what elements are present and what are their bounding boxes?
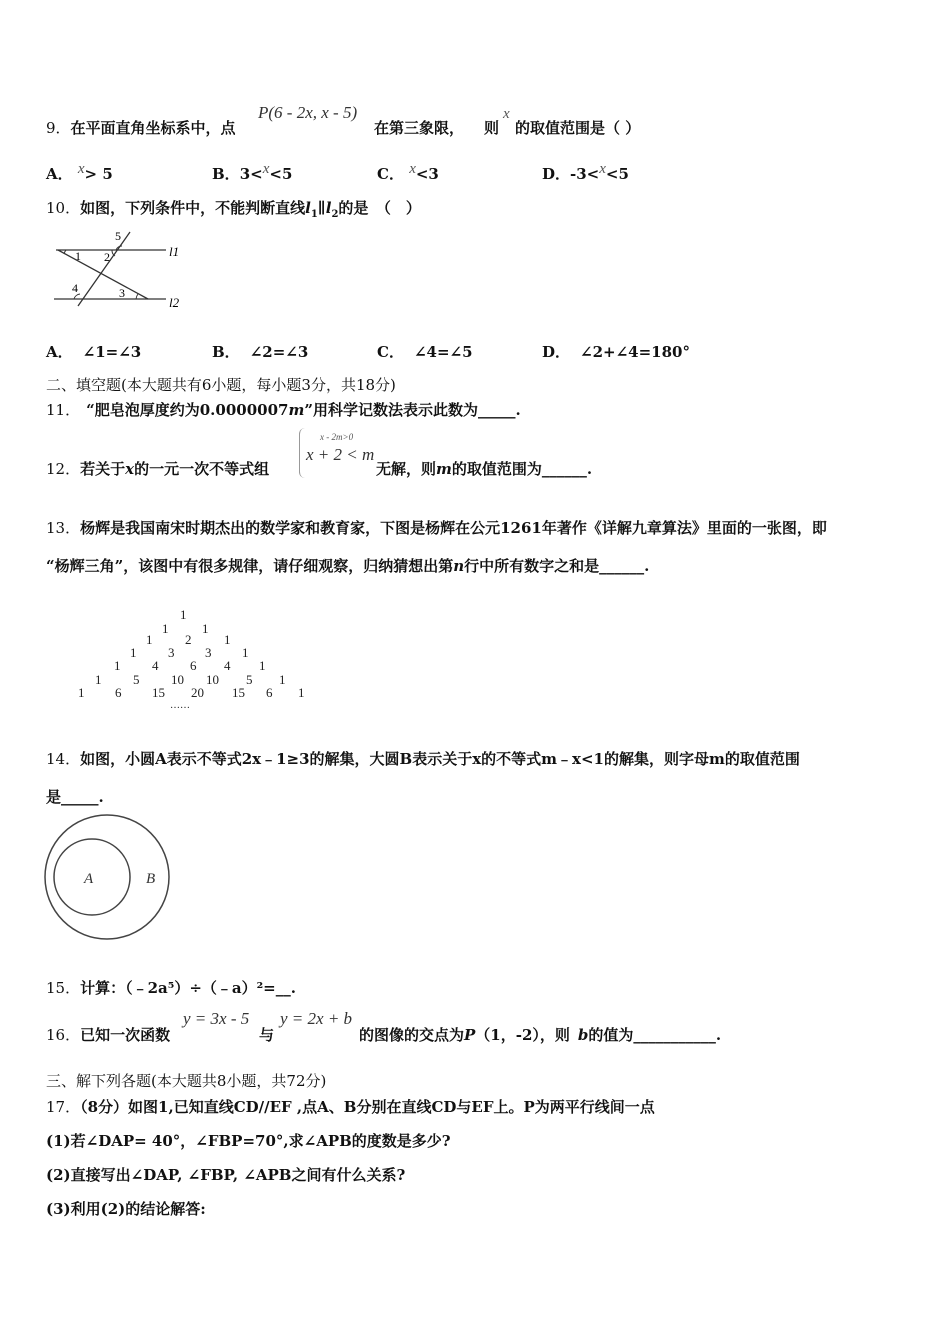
triangle-cell: 1 [146,632,153,647]
q10-figure [48,226,188,316]
triangle-cell: 1 [202,621,209,636]
q14-line1: 14．如图，小圆A表示不等式2x﹣1≥3的解集，大圆B表示关于x的不等式m﹣x<1的解集，则字母m的取值范围 [46,750,800,768]
triangle-cell: 6 [190,658,197,673]
q9-mid: 在第三象限， [374,119,465,137]
triangle-cell: 6 [115,685,122,700]
q12-inequality-1: x - 2m>0 [320,432,354,442]
q9-option-c[interactable]: C． x<3 [377,161,439,183]
triangle-cell: 1 [279,672,286,687]
q12-brace [299,428,306,478]
triangle-cell: 3 [168,645,175,660]
triangle-cell: 3 [205,645,212,660]
triangle-cell: 1 [114,658,121,673]
triangle-cell: 15 [232,685,245,700]
q14-circles-figure [40,812,176,944]
triangle-ellipsis: …… [170,700,190,711]
q16-stem: 16．已知一次函数 [46,1026,171,1044]
triangle-cell: 2 [185,632,192,647]
angle-label-2: 2 [104,250,110,264]
triangle-cell: 20 [191,685,204,700]
q16-function-2: y = 2x + b [280,1009,353,1028]
triangle-cell: 1 [162,621,169,636]
q17-line1: 17．（8分）如图1,已知直线CD//EF ,点A、B分别在直线CD与EF上。P为两平行线间一点 [46,1098,655,1116]
q9-then: 则 [484,119,500,137]
q9-var: x [503,106,510,122]
triangle-cell: 4 [152,658,159,673]
triangle-cell: 1 [242,645,249,660]
q16-function-1: y = 3x - 5 [183,1009,250,1028]
section-3-heading: 三、解下列各题(本大题共8小题，共72分) [46,1072,327,1090]
triangle-cell: 6 [266,685,273,700]
triangle-cell: 1 [180,607,187,622]
triangle-cell: 5 [246,672,253,687]
q11: 11． “肥皂泡厚度约为0.0000007m”用科学记数法表示此数为_____. [46,401,521,419]
q9-option-a[interactable]: A． x> 5 [46,161,113,183]
q9-point-formula: P(6 - 2x, x - 5) [258,103,358,122]
q14-line2: 是_____. [46,788,104,806]
triangle-cell: 5 [133,672,140,687]
line-label-l2: l2 [169,295,180,310]
triangle-cell: 10 [206,672,219,687]
q9-option-b[interactable]: B．3<x<5 [212,161,293,183]
q10-option-b[interactable]: B． ∠2=∠3 [212,343,309,361]
triangle-cell: 15 [152,685,165,700]
triangle-cell: 1 [259,658,266,673]
line-label-l1: l1 [169,244,180,259]
q12-inequality-2: x + 2 < m [306,445,375,464]
q10-option-c[interactable]: C． ∠4=∠5 [377,343,473,361]
q15: 15．计算：（﹣2a⁵）÷（﹣a）²=__. [46,979,296,997]
q9-stem: 9．在平面直角坐标系中，点 [46,119,236,137]
triangle-cell: 4 [224,658,231,673]
triangle-cell: 10 [171,672,184,687]
q10-option-d[interactable]: D． ∠2+∠4=180° [542,343,690,361]
angle-label-1: 1 [75,249,81,263]
q17-part3: (3)利用(2)的结论解答: [46,1200,206,1218]
q17-part2: (2)直接写出∠DAP, ∠FBP, ∠APB之间有什么关系? [46,1166,406,1184]
triangle-cell: 1 [95,672,102,687]
q17-part1: (1)若∠DAP= 40°，∠FBP=70°,求∠APB的度数是多少? [46,1132,451,1150]
angle-label-3: 3 [119,286,125,300]
q16-and: 与 [259,1026,275,1044]
q9-option-d[interactable]: D．-3<x<5 [542,161,629,183]
circle-b-label: B [146,871,156,887]
angle-label-5: 5 [115,229,121,243]
q13-line2: “杨辉三角”，该图中有很多规律，请仔细观察，归纳猜想出第n行中所有数字之和是______. [46,557,650,575]
circle-a-label: A [84,871,94,887]
triangle-cell: 1 [130,645,137,660]
q10-option-a[interactable]: A． ∠1=∠3 [46,343,142,361]
q12-post: 无解，则m的取值范围为______. [376,460,593,478]
q12-stem: 12．若关于x的一元一次不等式组 [46,460,270,478]
triangle-cell: 1 [78,685,85,700]
triangle-cell: 1 [298,685,305,700]
q16-post: 的图像的交点为P（1，-2），则 b的值为___________. [359,1026,722,1044]
section-2-heading: 二、填空题(本大题共有6小题，每小题3分，共18分) [46,376,396,394]
q10-stem: 10．如图，下列条件中，不能判断直线$l_1\parallel l_2$的是 （ ） [46,199,421,220]
q13-line1: 13．杨辉是我国南宋时期杰出的数学家和教育家，下图是杨辉在公元1261年著作《详解九章算法》里面的一张图，即 [46,519,827,537]
q9-post: 的取值范围是（ ） [515,119,641,137]
angle-label-4: 4 [72,281,78,295]
triangle-cell: 1 [224,632,231,647]
